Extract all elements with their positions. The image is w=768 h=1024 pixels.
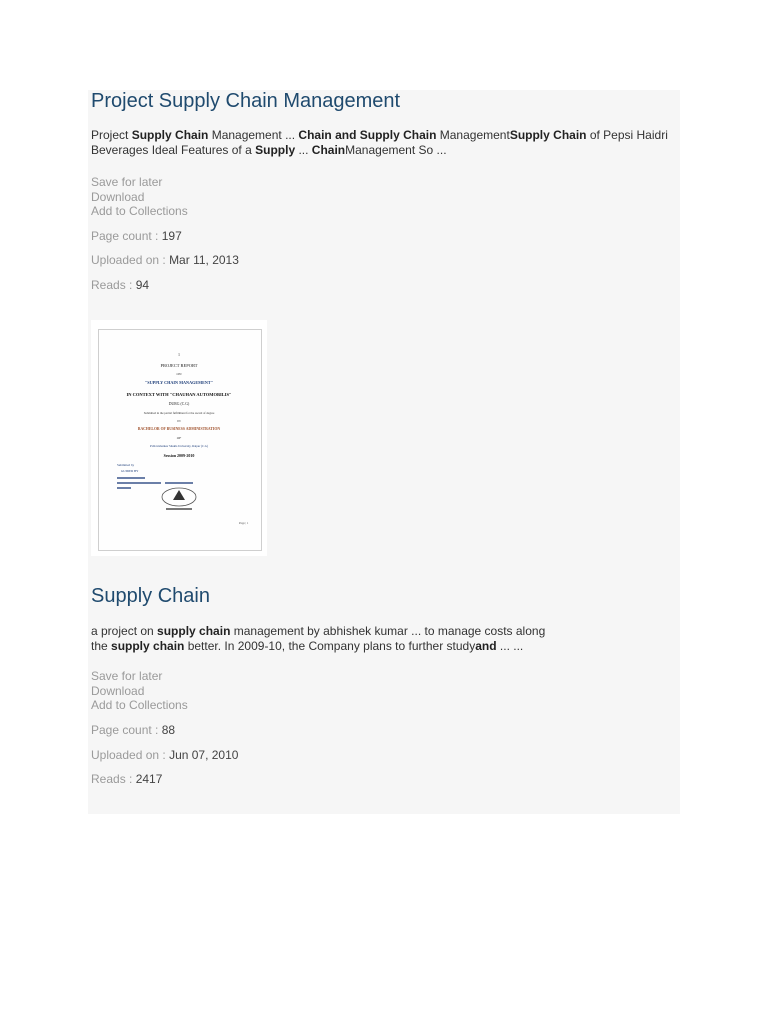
snippet-highlight: supply chain	[111, 639, 185, 653]
thumb-line: OF	[176, 436, 182, 440]
save-for-later-link[interactable]: Save for later	[91, 175, 163, 189]
page-count-label: Page count :	[91, 229, 162, 243]
uploaded-label: Uploaded on :	[91, 253, 170, 267]
search-result-1	[91, 89, 671, 113]
reads-value: 94	[135, 278, 150, 292]
result-snippet-block	[91, 624, 671, 654]
snippet-highlight: Chain	[311, 143, 346, 157]
thumb-line: Submitted in the partial fulfillment for the award of degree	[143, 411, 215, 415]
snippet-highlight: supply chain	[157, 624, 231, 638]
reads-label: Reads :	[91, 278, 136, 292]
snippet-text: the	[91, 639, 112, 653]
page-count-value: 88	[161, 723, 176, 737]
snippet-highlight: Supply Chain	[131, 128, 209, 142]
page-count-row	[91, 229, 671, 244]
snippet-text: ... ...	[496, 639, 524, 653]
thumb-line: BACHELOR OF BUSINESS ADMINISTRATION	[137, 427, 221, 431]
result-snippet	[91, 128, 671, 158]
thumb-line: Submitted by	[117, 463, 135, 467]
snippet-highlight: Chain and Supply Chain	[298, 128, 437, 142]
snippet-text: Management	[436, 128, 510, 142]
snippet-text: Management ...	[208, 128, 299, 142]
snippet-text: ...	[295, 143, 312, 157]
download-link[interactable]: Download	[91, 189, 145, 204]
thumb-line: 1	[178, 352, 180, 357]
snippet-text: a project on	[91, 624, 158, 638]
document-thumbnail[interactable]	[91, 320, 267, 556]
thumb-line: GUIDED BY	[121, 469, 139, 473]
result-title-link[interactable]: Supply Chain	[91, 585, 210, 607]
result-snippet-line-1	[91, 624, 671, 639]
snippet-text: Project	[91, 128, 132, 142]
snippet-text: of Pepsi Haidri Beverages Ideal Features of a	[91, 128, 668, 157]
search-result-2	[91, 584, 671, 608]
page-count-row	[91, 723, 671, 738]
uploaded-value: Jun 07, 2010	[169, 748, 239, 762]
reads-row	[91, 278, 671, 293]
thumb-line: "SUPPLY CHAIN MANAGEMENT"	[144, 380, 214, 385]
uploaded-value: Mar 11, 2013	[169, 253, 239, 267]
thumb-line: PROJECT REPORT	[160, 363, 198, 368]
result-actions	[91, 669, 671, 713]
thumb-line: ON	[176, 372, 182, 376]
reads-value: 2417	[135, 772, 163, 786]
thumb-line: IN	[177, 419, 181, 423]
snippet-text: Management So ...	[345, 143, 447, 157]
thumbnail-content	[91, 320, 267, 556]
thumb-line: DURG (C.G)	[168, 402, 190, 406]
thumb-line: Session 2009-2010	[163, 453, 195, 458]
add-to-collections-link[interactable]: Add to Collections	[91, 698, 188, 712]
snippet-highlight: and	[475, 639, 497, 653]
page-count-label: Page count :	[91, 723, 162, 737]
snippet-text: better. In 2009-10, the Company plans to further study	[184, 639, 476, 653]
reads-row	[91, 772, 671, 787]
uploaded-label: Uploaded on :	[91, 748, 170, 762]
save-for-later-link[interactable]: Save for later	[91, 669, 163, 683]
result-actions	[91, 175, 671, 219]
result-snippet-block	[91, 128, 671, 158]
add-to-collections-link[interactable]: Add to Collections	[91, 204, 188, 218]
result-snippet-line-2	[91, 639, 671, 654]
snippet-highlight: Supply	[255, 143, 296, 157]
download-link[interactable]: Download	[91, 683, 145, 698]
uploaded-row	[91, 748, 671, 763]
page-count-value: 197	[161, 229, 182, 243]
uploaded-row	[91, 253, 671, 268]
thumb-line: Page | 1	[239, 521, 249, 525]
reads-label: Reads :	[91, 772, 136, 786]
thumb-line: Pt.Ravishankar Shukla University, Raipur (C.G)	[150, 444, 208, 448]
snippet-text: management by abhishek kumar ... to manage costs along	[230, 624, 546, 638]
thumb-line: IN CONTEXT WITH "CHAUHAN AUTOMOBILIS"	[126, 392, 232, 397]
snippet-highlight: Supply Chain	[509, 128, 587, 142]
result-title-link[interactable]: Project Supply Chain Management	[91, 90, 401, 112]
